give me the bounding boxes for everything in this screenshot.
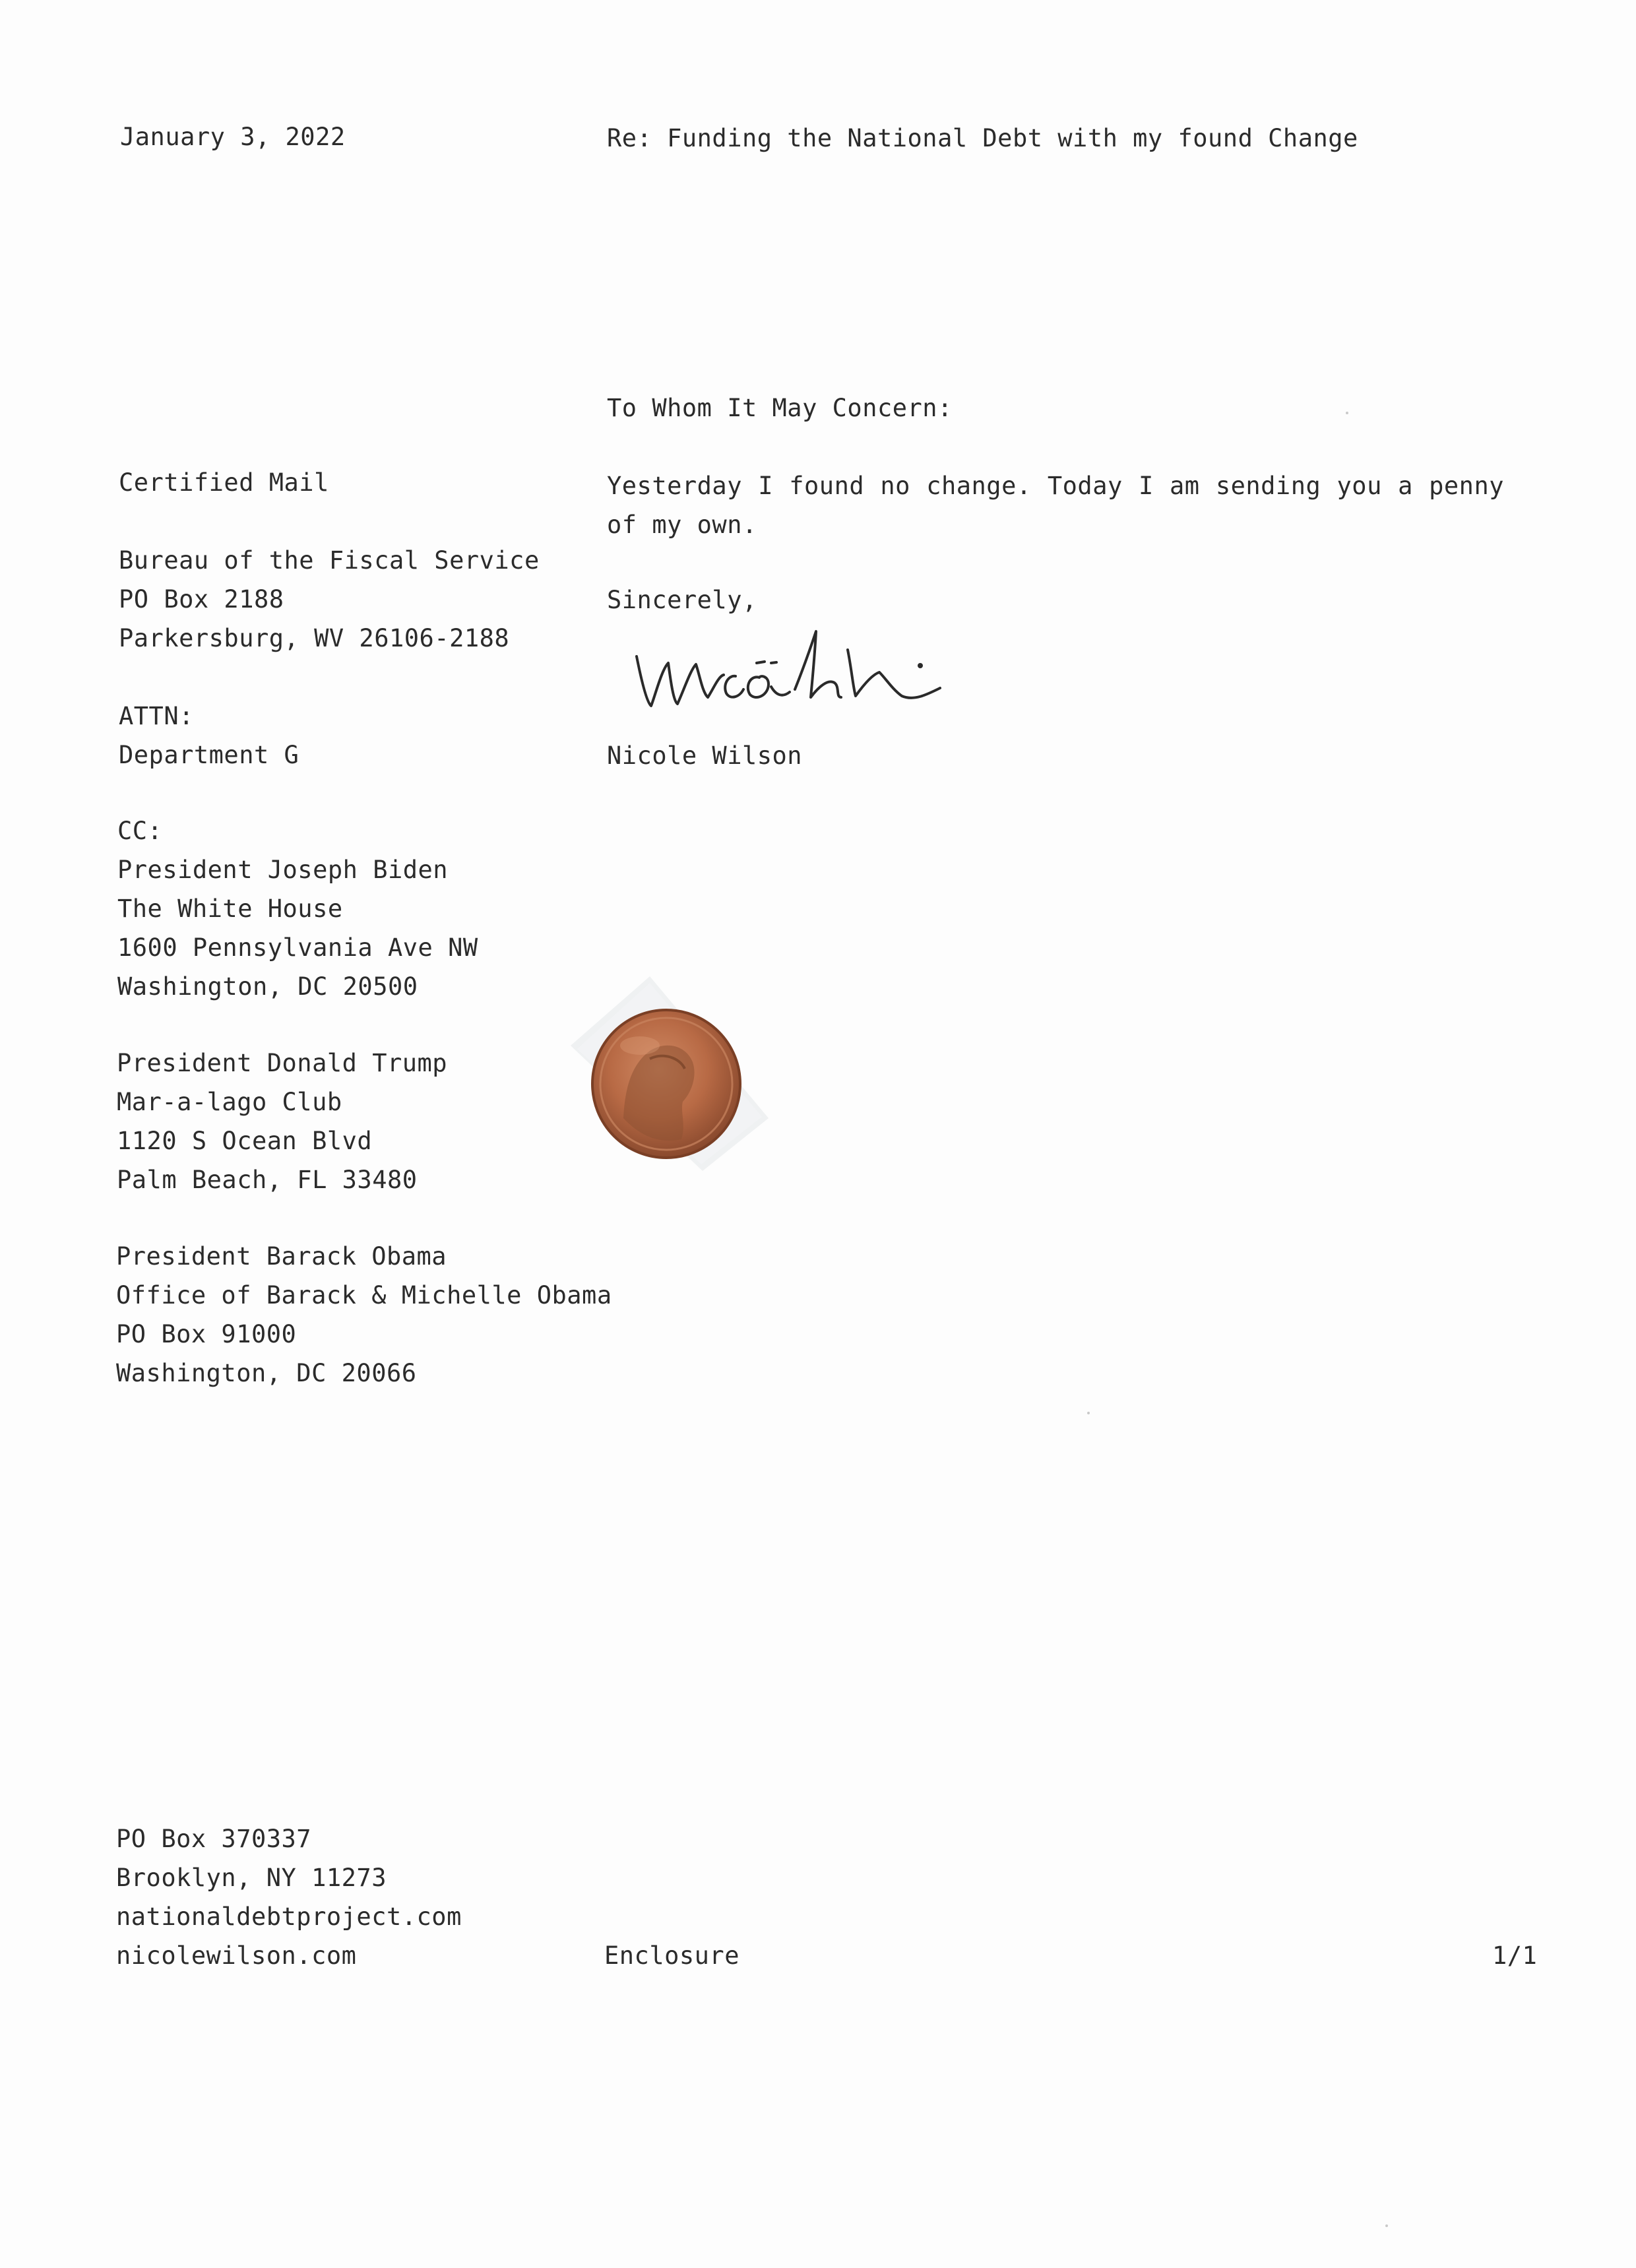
recipient-line: Bureau of the Fiscal Service bbox=[119, 546, 540, 575]
attention-department: Department G bbox=[119, 741, 299, 769]
cc-line: President Barack Obama bbox=[116, 1242, 447, 1271]
closing: Sincerely, bbox=[607, 586, 757, 614]
scan-speck bbox=[1087, 1412, 1090, 1414]
letter-body: Yesterday I found no change. Today I am sending you a penny of my own. bbox=[607, 472, 1504, 539]
recipient-line: Parkersburg, WV 26106-2188 bbox=[119, 624, 510, 652]
cc-line: Mar-a-lago Club bbox=[117, 1088, 342, 1116]
cc-line: 1600 Pennsylvania Ave NW bbox=[117, 933, 478, 962]
page-number: 1/1 bbox=[1492, 1941, 1538, 1970]
cc-recipient-trump bbox=[117, 1044, 447, 1199]
mail-type: Certified Mail bbox=[119, 468, 329, 497]
handwritten-signature bbox=[630, 623, 986, 722]
cc-recipient-obama bbox=[116, 1237, 612, 1393]
taped-penny-image bbox=[551, 966, 775, 1184]
enclosure-note: Enclosure bbox=[604, 1941, 739, 1970]
salutation: To Whom It May Concern: bbox=[607, 394, 953, 422]
cc-line: PO Box 91000 bbox=[116, 1320, 297, 1348]
sender-line: Brooklyn, NY 11273 bbox=[116, 1864, 387, 1892]
sender-website-link[interactable]: nicolewilson.com bbox=[116, 1941, 357, 1970]
cc-line: President Joseph Biden bbox=[117, 856, 449, 884]
letter-subject: Re: Funding the National Debt with my found Change bbox=[607, 124, 1358, 152]
recipient-address bbox=[119, 541, 540, 658]
cc-block bbox=[117, 811, 478, 1006]
cc-line: The White House bbox=[117, 895, 343, 923]
attention-block bbox=[119, 697, 299, 774]
cc-line: Office of Barack & Michelle Obama bbox=[116, 1281, 612, 1309]
attention-label: ATTN: bbox=[119, 702, 194, 730]
sender-website-link[interactable]: nationaldebtproject.com bbox=[116, 1903, 462, 1931]
signer-name: Nicole Wilson bbox=[607, 741, 803, 770]
cc-line: Washington, DC 20066 bbox=[116, 1359, 417, 1387]
scan-speck bbox=[1346, 412, 1348, 414]
cc-line: Washington, DC 20500 bbox=[117, 972, 418, 1001]
sender-address bbox=[116, 1819, 462, 1975]
letter-date: January 3, 2022 bbox=[120, 123, 346, 151]
cc-line: 1120 S Ocean Blvd bbox=[117, 1127, 373, 1155]
recipient-line: PO Box 2188 bbox=[119, 585, 284, 614]
sender-line: PO Box 370337 bbox=[116, 1825, 312, 1853]
cc-line: President Donald Trump bbox=[117, 1049, 448, 1077]
scan-speck bbox=[1385, 2224, 1388, 2227]
cc-line: Palm Beach, FL 33480 bbox=[117, 1166, 418, 1194]
cc-label: CC: bbox=[117, 817, 163, 845]
